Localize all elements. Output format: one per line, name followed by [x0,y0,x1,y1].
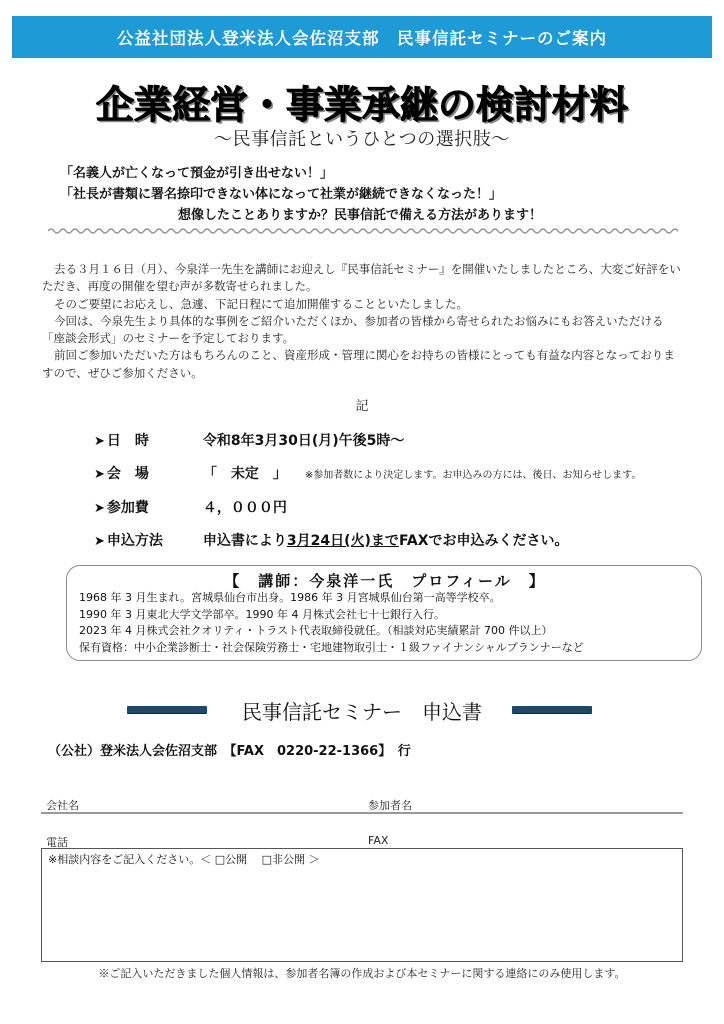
participant-label: 参加者名 [368,799,412,812]
profile-line: 保有資格：中小企業診断士・社会保険労務士・宅地建物取引士・１級ファイナンシャルプランナーなど [79,640,584,654]
body-paragraph-2: そのご要望にお応えし、急遽、下記日程にて追加開催することといたしました。 [54,296,468,311]
fax-label: FAX [368,834,389,847]
consultation-instruction: ※相談内容をご記入ください。＜ □公開 □非公開 ＞ [48,853,320,866]
body-paragraph-3: 今回は、今泉先生より具体的な事例をご紹介いただくほか、参加者の皆様から寄せられたお悩みにもお答えいただける「座談会形式」のセミナーを予定しております。 [42,313,664,346]
body-text [42,261,682,382]
venue-note: ※参加者数により決定します。お申込みの方には、後日、お知らせします。 [304,470,642,481]
venue-value: 「 未定 」 [202,466,287,482]
quote-1: 「名義人が亡くなって預金が引き出せない！」 [60,166,334,181]
detail-fee [94,497,287,517]
profile-line: 1968 年 3 月生まれ。宮城県仙台市出身。1986 年 3 月宮城県仙台第一高等学校卒。 [79,591,501,604]
fee-label: 参加費 [106,500,149,516]
apply-deadline: 3月24日(火)まで [286,533,399,549]
datetime-label: 日 時 [106,433,149,449]
fee-value: ４，０００円 [202,500,287,516]
wave-divider [48,222,678,234]
profile-lines [79,590,584,656]
company-participant-input-line[interactable] [41,812,683,814]
profile-line: 2023 年 4 月株式会社クオリティ・トラスト代表取締役就任。（相談対応実績累計 700 件以上） [79,624,553,637]
ki-heading: 記 [355,399,369,414]
profile-line: 1990 年 3 月東北大学文学部卒。1990 年 4 月株式会社七十七銀行入行。 [79,607,445,621]
datetime-value: 令和8年3月30日(月)午後5時〜 [202,433,405,449]
apply-value-pre: 申込書により [202,533,287,549]
phone-label: 電話 [46,836,68,849]
arrow-icon: ➤ [94,434,105,449]
page-title: 企業経営・事業承継の検討材料 [95,83,628,127]
apply-value-post: FAXでお申込みください。 [398,533,569,549]
wave-divider-svg [48,225,678,234]
banner-text: 公益社団法人登米法人会佐沼支部 民事信託セミナーのご案内 [117,29,607,48]
form-title-bar-right [512,706,592,713]
venue-label: 会 場 [106,466,149,482]
header-banner [12,16,712,58]
arrow-icon: ➤ [94,534,105,549]
quote-2: 「社長が書類に署名捺印できない体になって社業が継続できなくなった！」 [60,187,503,202]
speaker-profile-box [66,565,702,661]
profile-title: 【 講師：今泉洋一氏 プロフィール 】 [224,572,546,590]
form-destination: （公社）登米法人会佐沼支部 【FAX 0220-22-1366】 行 [48,744,411,759]
consultation-box[interactable] [41,848,683,962]
body-paragraph-1: 去る３月１６日（月）、今泉洋一先生を講師にお迎えし『民事信託セミナー』を開催いたしましたところ、大変ご好評をいただき、再度の開催を望む声が多数寄せられました。 [42,262,681,294]
form-title: 民事信託セミナー 申込書 [242,700,482,724]
arrow-icon: ➤ [94,501,105,516]
quote-3: 想像したことありますか？民事信託で備える方法があります！ [178,208,543,223]
page-subtitle: 〜民事信託というひとつの選択肢〜 [214,129,510,150]
privacy-note: ※ご記入いただきました個人情報は、参加者名簿の作成および本セミナーに関する連絡にのみ使用します。 [98,967,626,980]
company-label: 会社名 [46,799,79,812]
arrow-icon: ➤ [94,467,105,482]
detail-datetime [94,430,404,450]
apply-label: 申込方法 [106,533,163,549]
body-paragraph-4: 前回ご参加いただいた方はもちろんのこと、資産形成・管理に関心をお持ちの皆様にとっても有益な内容となっておりますので、ぜひご参加ください。 [42,348,675,380]
detail-venue [94,463,641,483]
detail-apply [94,530,569,550]
